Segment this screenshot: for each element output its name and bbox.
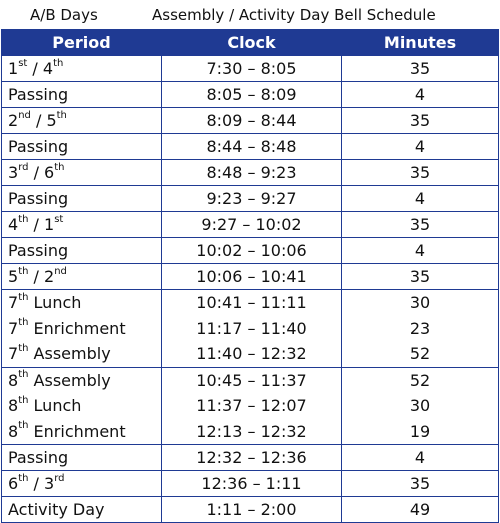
clock-cell: 8:44 – 8:48 <box>162 134 342 160</box>
period-cell <box>2 367 162 393</box>
period-text: Lunch <box>28 293 82 313</box>
clock-cell: 12:13 – 12:32 <box>162 419 342 445</box>
period-text: 3 <box>8 163 19 182</box>
column-header-clock: Clock <box>162 30 342 56</box>
clock-cell: 10:45 – 11:37 <box>162 367 342 393</box>
minutes-cell: 4 <box>342 238 499 264</box>
minutes-cell: 23 <box>342 316 499 342</box>
period-text: / 3 <box>28 474 55 493</box>
period-text: 7 <box>8 293 19 313</box>
period-text: 8 <box>8 396 19 416</box>
minutes-cell: 19 <box>342 419 499 445</box>
period-cell <box>2 316 162 342</box>
period-text: Enrichment <box>28 421 126 441</box>
period-text: Passing <box>8 448 69 467</box>
period-text: Activity Day <box>8 500 105 519</box>
table-row <box>2 341 499 367</box>
clock-cell: 9:27 – 10:02 <box>162 212 342 238</box>
minutes-cell: 30 <box>342 393 499 419</box>
table-row <box>2 290 499 316</box>
period-cell <box>2 471 162 497</box>
period-text: 2 <box>8 111 19 130</box>
table-row <box>2 82 499 108</box>
title-bar <box>0 0 500 28</box>
period-text: / 1 <box>28 215 55 234</box>
table-row <box>2 56 499 82</box>
minutes-cell: 35 <box>342 264 499 290</box>
period-text: Passing <box>8 85 69 104</box>
table-row <box>2 445 499 471</box>
period-cell <box>2 264 162 290</box>
ordinal-suffix: th <box>18 472 29 484</box>
period-cell <box>2 290 162 316</box>
minutes-cell: 35 <box>342 56 499 82</box>
clock-cell: 1:11 – 2:00 <box>162 497 342 523</box>
minutes-cell: 4 <box>342 134 499 160</box>
period-cell <box>2 134 162 160</box>
ordinal-suffix: th <box>18 420 29 432</box>
ordinal-suffix: th <box>18 342 29 354</box>
minutes-cell: 49 <box>342 497 499 523</box>
ordinal-suffix: th <box>18 265 29 277</box>
clock-cell: 10:06 – 10:41 <box>162 264 342 290</box>
period-text: 6 <box>8 474 19 493</box>
period-text: Enrichment <box>28 318 126 338</box>
minutes-cell: 35 <box>342 212 499 238</box>
period-cell <box>2 341 162 367</box>
clock-cell: 11:37 – 12:07 <box>162 393 342 419</box>
table-row <box>2 316 499 342</box>
period-text: Passing <box>8 137 69 156</box>
clock-cell: 7:30 – 8:05 <box>162 56 342 82</box>
minutes-cell: 4 <box>342 82 499 108</box>
period-cell <box>2 497 162 523</box>
period-text: 7 <box>8 318 19 338</box>
period-cell <box>2 393 162 419</box>
table-row <box>2 212 499 238</box>
period-text: Assembly <box>28 344 111 364</box>
clock-cell: 9:23 – 9:27 <box>162 186 342 212</box>
table-row <box>2 160 499 186</box>
clock-cell: 10:41 – 11:11 <box>162 290 342 316</box>
period-text: / 6 <box>28 163 55 182</box>
ordinal-suffix: nd <box>54 265 67 277</box>
table-row <box>2 264 499 290</box>
clock-cell: 8:09 – 8:44 <box>162 108 342 134</box>
ordinal-suffix: th <box>56 109 67 121</box>
table-row <box>2 393 499 419</box>
period-text: / 4 <box>27 59 54 78</box>
period-text: Passing <box>8 241 69 260</box>
period-text: 5 <box>8 267 19 286</box>
period-cell <box>2 82 162 108</box>
period-text: / 5 <box>30 111 57 130</box>
ordinal-suffix: th <box>54 161 65 173</box>
schedule-title: Assembly / Activity Day Bell Schedule <box>152 6 436 24</box>
minutes-cell: 4 <box>342 445 499 471</box>
ordinal-suffix: th <box>18 394 29 406</box>
ordinal-suffix: rd <box>54 472 65 484</box>
period-text: Lunch <box>28 396 82 416</box>
table-header-row <box>2 30 499 56</box>
ordinal-suffix: th <box>18 369 29 381</box>
period-cell <box>2 238 162 264</box>
period-cell <box>2 419 162 445</box>
period-text: Passing <box>8 189 69 208</box>
period-cell <box>2 108 162 134</box>
period-text: Assembly <box>28 370 111 390</box>
minutes-cell: 35 <box>342 471 499 497</box>
clock-cell: 8:05 – 8:09 <box>162 82 342 108</box>
table-row <box>2 186 499 212</box>
table-body <box>2 56 499 523</box>
period-cell <box>2 212 162 238</box>
period-text: 7 <box>8 344 19 364</box>
minutes-cell: 4 <box>342 186 499 212</box>
minutes-cell: 35 <box>342 108 499 134</box>
table-row <box>2 471 499 497</box>
ordinal-suffix: th <box>18 317 29 329</box>
period-text: 8 <box>8 370 19 390</box>
table-row <box>2 419 499 445</box>
minutes-cell: 30 <box>342 290 499 316</box>
clock-cell: 11:40 – 12:32 <box>162 341 342 367</box>
minutes-cell: 35 <box>342 160 499 186</box>
ordinal-suffix: th <box>18 213 29 225</box>
ordinal-suffix: th <box>53 57 64 69</box>
table-row <box>2 108 499 134</box>
clock-cell: 12:36 – 1:11 <box>162 471 342 497</box>
period-text: / 2 <box>28 267 55 286</box>
ordinal-suffix: rd <box>18 161 29 173</box>
clock-cell: 8:48 – 9:23 <box>162 160 342 186</box>
table-row <box>2 238 499 264</box>
minutes-cell: 52 <box>342 341 499 367</box>
schedule-days-label: A/B Days <box>30 6 98 24</box>
column-header-minutes: Minutes <box>342 30 499 56</box>
table-row <box>2 134 499 160</box>
period-cell <box>2 56 162 82</box>
column-header-period: Period <box>2 30 162 56</box>
clock-cell: 10:02 – 10:06 <box>162 238 342 264</box>
ordinal-suffix: th <box>18 291 29 303</box>
ordinal-suffix: st <box>54 213 64 225</box>
period-cell <box>2 445 162 471</box>
table-row <box>2 367 499 393</box>
bell-schedule-table <box>1 29 499 523</box>
period-text: 8 <box>8 421 19 441</box>
period-cell <box>2 186 162 212</box>
period-cell <box>2 160 162 186</box>
ordinal-suffix: nd <box>18 109 31 121</box>
minutes-cell: 52 <box>342 367 499 393</box>
period-text: 4 <box>8 215 19 234</box>
period-text: 1 <box>8 59 19 78</box>
clock-cell: 12:32 – 12:36 <box>162 445 342 471</box>
ordinal-suffix: st <box>18 57 28 69</box>
table-row <box>2 497 499 523</box>
clock-cell: 11:17 – 11:40 <box>162 316 342 342</box>
